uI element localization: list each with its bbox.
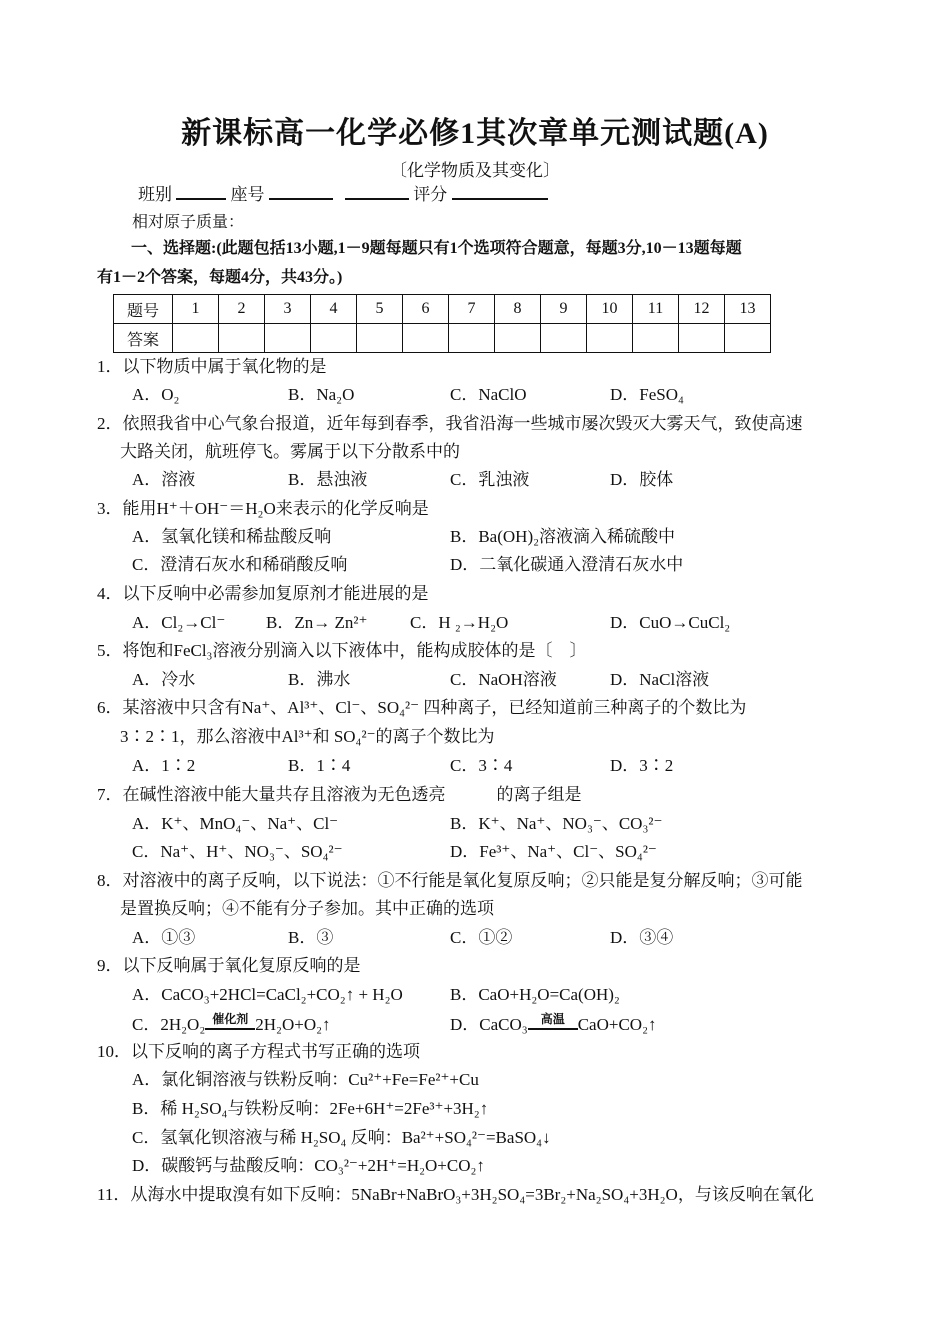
question-3-option-b: B．Ba(OH)₂溶液滴入稀硫酸中 [450,527,676,546]
question-4-option-c: C．H ₂→H₂O [410,613,509,632]
table-cell-number: 7 [449,295,495,324]
question-6-stem-line2: 3∶2∶1，那么溶液中Al³⁺和 SO₄²⁻的离子个数比为 [120,727,495,746]
question-5-option-c: C．NaOH溶液 [450,670,557,689]
answer-cell[interactable] [495,324,541,353]
answer-table-number-row [114,295,771,324]
question-2-stem-line1: 2．依照我省中心气象台报道，近年每到春季，我省沿海一些城市屡次毁灭大雾天气，致使高速 [97,414,803,433]
q9d-condition: 高温 [540,1012,565,1026]
question-2-option-b: B．悬浊液 [288,470,368,489]
question-5-stem: 5．将饱和FeCl₃溶液分别滴入以下液体中，能构成胶体的是〔 〕 [97,641,587,660]
extra-blank[interactable] [345,182,409,200]
answer-cell[interactable] [403,324,449,353]
table-cell-number: 4 [311,295,357,324]
answer-cell[interactable] [357,324,403,353]
table-cell-number: 5 [357,295,403,324]
question-7-option-d: D．Fe³⁺、Na⁺、Cl⁻、SO₄²⁻ [450,842,657,861]
question-11-stem: 11．从海水中提取溴有如下反响：5NaBr+NaBrO₃+3H₂SO₄=3Br₂+Na₂SO₄+3H₂O，与该反响在氧化 [97,1185,814,1204]
question-6-stem-line1: 6．某溶液中只含有Na⁺、Al³⁺、Cl⁻、SO₄²⁻ 四种离子，已经知道前三种离子的个数比为 [97,698,747,717]
q9d-product: CaO+CO₂↑ [577,1015,657,1034]
answer-cell[interactable] [587,324,633,353]
question-7-stem: 7．在碱性溶液中能大量共存且溶液为无色透亮 的离子组是 [97,785,582,804]
table-cell-number: 6 [403,295,449,324]
question-6-option-c: C．3∶4 [450,756,513,775]
table-cell-number: 11 [633,295,679,324]
table-header-answer: 答案 [114,324,173,353]
table-cell-number: 9 [541,295,587,324]
question-4-option-b: B．Zn→ Zn²⁺ [266,613,368,632]
table-cell-number: 8 [495,295,541,324]
question-2-option-d: D．胶体 [610,470,674,489]
question-1-option-b: B．Na₂O [288,385,355,404]
q9c-product: 2H₂O+O₂↑ [255,1015,331,1034]
q9c-condition: 催化剂 [212,1012,249,1026]
question-9-option-b: B．CaO+H₂O=Ca(OH)₂ [450,985,620,1004]
answer-cell[interactable] [219,324,265,353]
question-3-option-c: C．澄清石灰水和稀硝酸反响 [132,555,348,574]
question-2-stem-line2: 大路关闭，航班停飞。雾属于以下分散系中的 [120,442,460,461]
question-8-option-c: C．①② [450,928,513,947]
question-1-option-c: C．NaClO [450,385,527,404]
answer-cell[interactable] [265,324,311,353]
question-9-stem: 9．以下反响属于氧化复原反响的是 [97,956,361,975]
question-9-option-a: A．CaCO₃+2HCl=CaCl₂+CO₂↑ + H₂O [132,985,403,1004]
question-2-option-c: C．乳浊液 [450,470,530,489]
question-10-stem: 10．以下反响的离子方程式书写正确的选项 [97,1042,420,1061]
question-10-option-d: D．碳酸钙与盐酸反响：CO₃²⁻+2H⁺=H₂O+CO₂↑ [132,1156,485,1175]
question-7-option-a: A．K⁺、MnO₄⁻、Na⁺、Cl⁻ [132,814,339,833]
question-10-option-a: A．氯化铜溶液与铁粉反响：Cu²⁺+Fe=Fe²⁺+Cu [132,1070,479,1089]
question-4-option-a: A．Cl₂→Cl⁻ [132,613,226,632]
q9d-condition-arrow [528,1012,578,1030]
answer-cell[interactable] [449,324,495,353]
page-title: 新课标高一化学必修1其次章单元测试题(A) [181,117,769,150]
answer-table [113,294,771,353]
question-8-option-b: B．③ [288,928,334,947]
answer-cell[interactable] [173,324,219,353]
question-9-option-c [132,1012,331,1038]
score-label: 评分 [413,185,448,204]
question-10-option-c: C．氢氧化钡溶液与稀 H₂SO₄ 反响：Ba²⁺+SO₄²⁻=BaSO₄↓ [132,1128,551,1147]
question-10-option-b: B．稀 H₂SO₄与铁粉反响：2Fe+6H⁺=2Fe³⁺+3H₂↑ [132,1099,489,1118]
question-9-option-d [450,1012,657,1038]
answer-table-answer-row [114,324,771,353]
class-label: 班别 [138,185,172,204]
question-2-option-a: A．溶液 [132,470,196,489]
question-7-option-b: B．K⁺、Na⁺、NO₃⁻、CO₃²⁻ [450,814,663,833]
question-8-stem-line2: 是置换反响；④不能有分子参加。其中正确的选项 [120,899,494,918]
question-6-option-b: B．1∶4 [288,756,351,775]
q9c-reactant: C．2H₂O₂ [132,1015,206,1034]
question-1-option-a: A．O₂ [132,385,180,404]
question-8-stem-line1: 8．对溶液中的离子反响，以下说法：①不行能是氧化复原反响；②只能是复分解反响；③可能 [97,871,803,890]
question-6-option-d: D．3∶2 [610,756,674,775]
question-4-stem: 4．以下反响中必需参加复原剂才能进展的是 [97,584,429,603]
page-subtitle: 〔化学物质及其变化〕 [390,161,560,180]
question-4-option-d: D．CuO→CuCl₂ [610,613,731,632]
table-cell-number: 13 [725,295,771,324]
seat-blank[interactable] [269,182,333,200]
question-1-stem: 1．以下物质中属于氧化物的是 [97,357,327,376]
question-5-option-b: B．沸水 [288,670,351,689]
section-heading-line1: 一、选择题:(此题包括13小题,1－9题每题只有1个选项符合题意，每题3分,10－13题每题 [131,240,742,257]
question-3-option-d: D．二氧化碳通入澄清石灰水中 [450,555,684,574]
table-cell-number: 3 [265,295,311,324]
q9d-reactant: D．CaCO₃ [450,1015,528,1034]
answer-cell[interactable] [311,324,357,353]
question-3-stem: 3．能用H⁺＋OH⁻＝H₂O来表示的化学反响是 [97,499,429,518]
question-7-option-c: C．Na⁺、H⁺、NO₃⁻、SO₄²⁻ [132,842,343,861]
question-6-option-a: A．1∶2 [132,756,196,775]
question-1-option-d: D．FeSO₄ [610,385,684,404]
answer-cell[interactable] [725,324,771,353]
student-info-line [138,182,548,208]
table-cell-number: 2 [219,295,265,324]
class-blank[interactable] [176,182,226,200]
question-8-option-a: A．①③ [132,928,196,947]
seat-label: 座号 [230,185,265,204]
answer-cell[interactable] [679,324,725,353]
question-5-option-d: D．NaCl溶液 [610,670,710,689]
table-header-number: 题号 [114,295,173,324]
q9c-condition-arrow [205,1012,255,1030]
answer-cell[interactable] [633,324,679,353]
atomic-mass-label: 相对原子质量： [132,214,245,231]
section-heading-line2: 有1－2个答案，每题4分，共43分。) [97,269,343,286]
table-cell-number: 1 [173,295,219,324]
question-5-option-a: A．冷水 [132,670,196,689]
table-cell-number: 12 [679,295,725,324]
answer-cell[interactable] [541,324,587,353]
question-8-option-d: D．③④ [610,928,674,947]
score-blank[interactable] [452,182,548,200]
table-cell-number: 10 [587,295,633,324]
question-3-option-a: A．氢氧化镁和稀盐酸反响 [132,527,332,546]
